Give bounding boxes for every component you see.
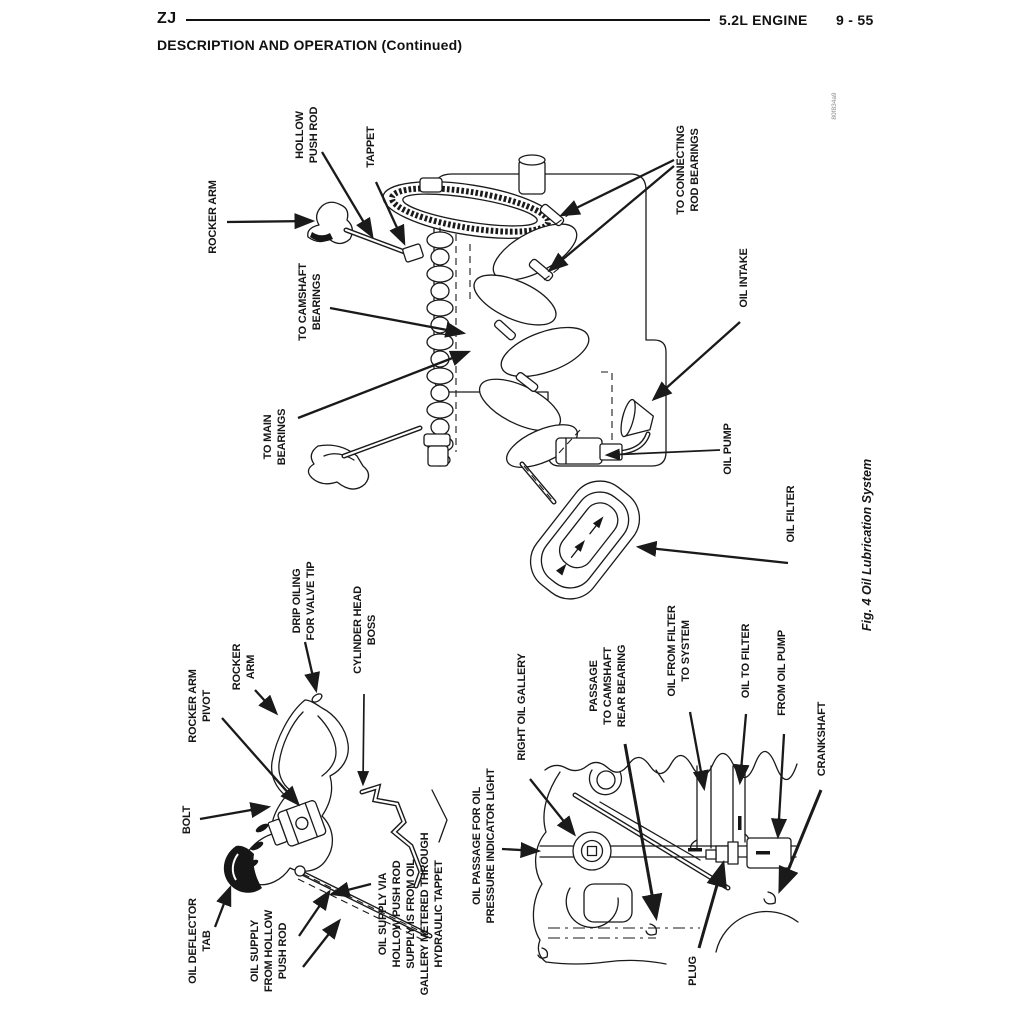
label-oil-filter: OIL FILTER	[785, 485, 797, 543]
label-crankshaft: CRANKSHAFT	[816, 701, 828, 777]
label-right-oil-gallery: RIGHT OIL GALLERY	[516, 653, 528, 761]
label-hollow-push-rod: HOLLOW PUSH ROD	[294, 106, 320, 164]
label-to-main-bearings: TO MAIN BEARINGS	[262, 408, 288, 466]
arrow-oil-supply-2	[303, 921, 339, 967]
engine-cutaway-drawing	[308, 155, 666, 611]
label-plug: PLUG	[687, 956, 699, 986]
label-rocker-arm-pivot: ROCKER ARM PIVOT	[187, 669, 213, 743]
arrow-oil-supply-1	[299, 892, 329, 936]
bottom-right-arrows	[502, 712, 821, 948]
oil-gallery-section-drawing	[533, 751, 798, 964]
arrow-oil-filter	[639, 547, 788, 563]
label-oil-from-filter-to-system: OIL FROM FILTER TO SYSTEM	[666, 605, 692, 697]
bottom-right-labels	[471, 605, 828, 986]
label-from-oil-pump: FROM OIL PUMP	[776, 630, 788, 716]
arrow-right-oil-gallery	[530, 779, 574, 834]
tappet-upper	[402, 244, 423, 263]
arrow-oil-intake	[654, 322, 740, 399]
label-bolt: BOLT	[181, 805, 193, 835]
label-to-camshaft-bearings: TO CAMSHAFT BEARINGS	[297, 263, 323, 341]
rocker-arm-upper	[308, 202, 353, 243]
arrow-oil-passage-indicator	[502, 849, 538, 851]
plug-and-pump-housing	[688, 816, 791, 868]
label-passage-to-camshaft-rear-bearing: PASSAGE TO CAMSHAFT REAR BEARING	[588, 644, 628, 728]
arrow-rocker-arm-2	[255, 690, 276, 713]
label-rocker-arm: ROCKER ARM	[207, 180, 219, 254]
label-oil-passage-indicator: OIL PASSAGE FOR OIL PRESSURE INDICATOR LIGHT	[471, 768, 497, 924]
figure-caption: Fig. 4 Oil Lubrication System	[860, 458, 874, 632]
arrow-oil-deflector-tab	[215, 888, 230, 927]
oil-filter-drawing	[518, 469, 651, 611]
arrow-cylinder-head-boss	[363, 694, 364, 784]
figure-print-code: 80f834a9	[831, 92, 838, 120]
label-tappet: TAPPET	[365, 126, 377, 168]
page-header-model-code: ZJ	[157, 10, 177, 27]
label-drip-oiling: DRIP OILING FOR VALVE TIP	[291, 561, 317, 641]
page-header-section-title: 5.2L ENGINE	[719, 12, 808, 28]
label-to-connecting-rod-bearings: TO CONNECTING ROD BEARINGS	[675, 125, 701, 215]
label-oil-supply-from-hollow-push-rod: OIL SUPPLY FROM HOLLOW PUSH ROD	[249, 909, 289, 993]
arrow-drip-oiling	[305, 642, 316, 690]
label-oil-deflector-tab: OIL DEFLECTOR TAB	[187, 898, 213, 984]
arrow-bolt	[200, 807, 268, 819]
section-heading: DESCRIPTION AND OPERATION (Continued)	[157, 37, 463, 53]
label-oil-intake: OIL INTAKE	[738, 248, 750, 308]
label-oil-supply-note: OIL SUPPLY VIA HOLLOW PUSH ROD SUPPLY IS FROM OIL GALLERY METERED THROUGH HYDRAULIC TAPPET	[377, 832, 445, 996]
crankshaft-arc	[716, 912, 798, 952]
arrow-from-oil-pump	[778, 734, 784, 836]
oil-drip-droplet	[311, 692, 324, 704]
tappet-lower	[424, 434, 450, 466]
right-oil-gallery-drawing	[566, 832, 618, 927]
label-oil-to-filter: OIL TO FILTER	[740, 623, 752, 699]
label-rocker-arm-2: ROCKER ARM	[231, 643, 257, 691]
page-header-page-number: 9 - 55	[836, 12, 874, 28]
arrow-rocker-arm	[227, 221, 312, 222]
label-oil-pump: OIL PUMP	[722, 423, 734, 475]
label-cylinder-head-boss: CYLINDER HEAD BOSS	[352, 586, 378, 674]
